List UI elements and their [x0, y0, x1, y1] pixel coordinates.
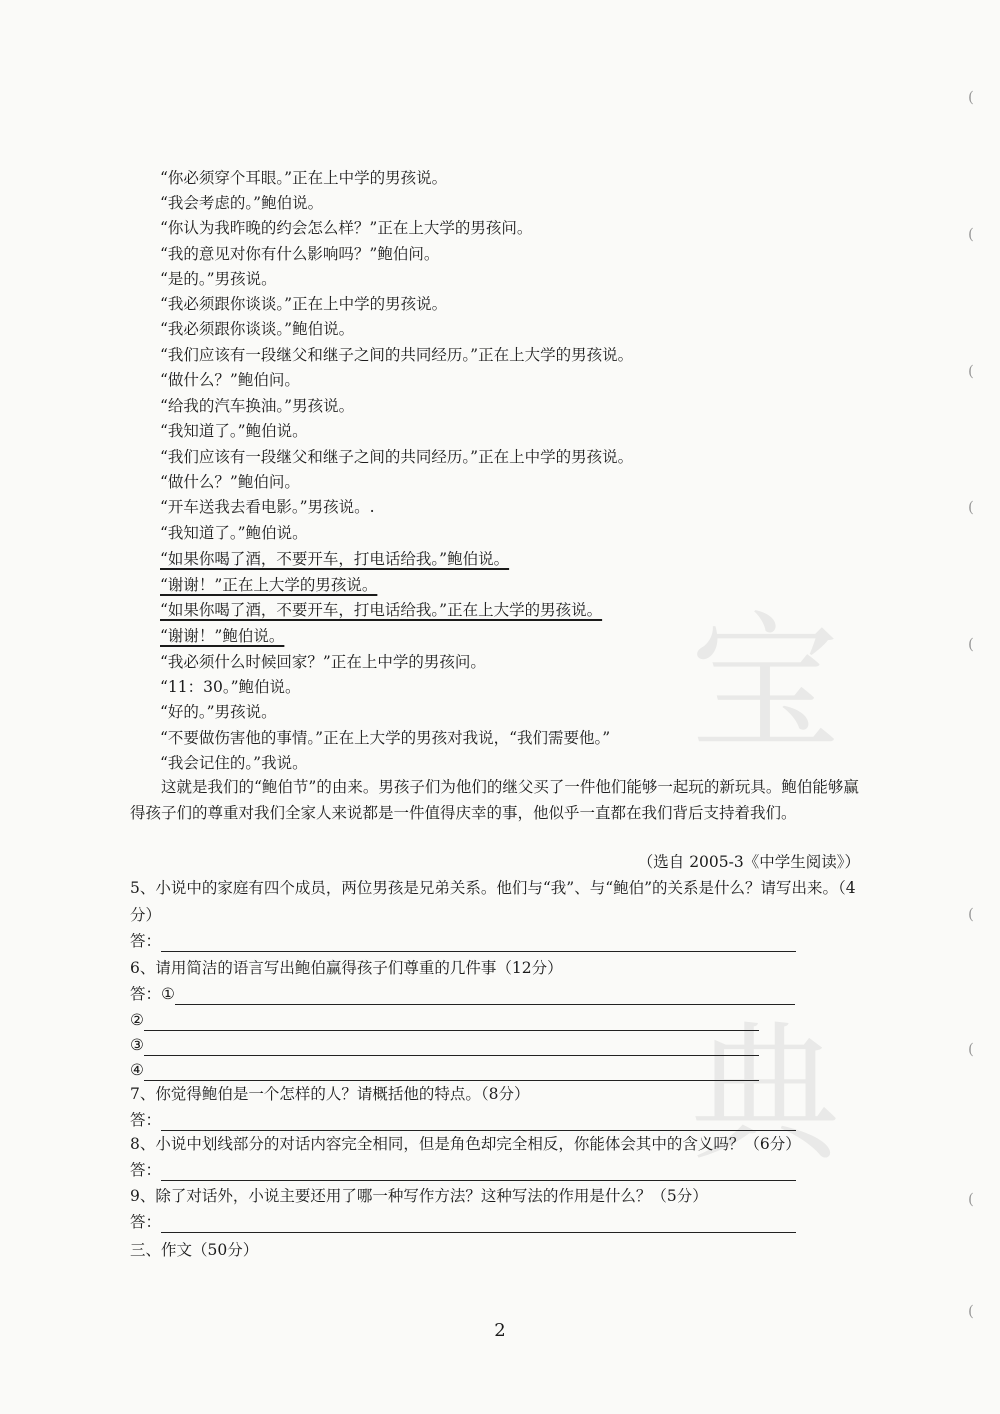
dialogue-line: “我知道了。”鲍伯说。: [160, 524, 308, 542]
dialogue-line: “我必须跟你谈谈。”正在上中学的男孩说。: [160, 295, 448, 313]
answer-row-5[interactable]: [130, 930, 796, 952]
answer-row-6-1[interactable]: [130, 983, 795, 1005]
underlined-dialogue-line: “谢谢！”鲍伯说。: [160, 627, 285, 645]
answer-label: 答：: [130, 932, 162, 950]
question-5: 5、小说中的家庭有四个成员，两位男孩是兄弟关系。他们与“我”、与“鲍伯”的关系是什么？请写出来。（4分）: [130, 879, 856, 924]
dialogue-line: “我们应该有一段继父和继子之间的共同经历。”正在上大学的男孩说。: [160, 346, 634, 364]
dialogue-line: “是的。”男孩说。: [160, 270, 277, 288]
answer-line[interactable]: [144, 1039, 759, 1056]
binding-mark: (: [968, 498, 974, 516]
answer-marker: ①: [161, 985, 175, 1003]
answer-label: 答：: [130, 1111, 162, 1129]
dialogue-line: “我们应该有一段继父和继子之间的共同经历。”正在上中学的男孩说。: [160, 448, 634, 466]
dialogue-line: “给我的汽车换油。”男孩说。: [160, 397, 355, 415]
answer-label: 答：: [130, 1213, 162, 1231]
dialogue-line: “我知道了。”鲍伯说。: [160, 422, 308, 440]
answer-row-6-4[interactable]: [130, 1059, 759, 1081]
question-9: 9、除了对话外，小说主要还用了哪一种写作方法？这种写法的作用是什么？（5分）: [130, 1187, 708, 1205]
dialogue-line: “我必须什么时候回家？”正在上中学的男孩问。: [160, 653, 486, 671]
underlined-dialogue-line: “谢谢！”正在上大学的男孩说。: [160, 576, 378, 594]
binding-mark: (: [968, 1040, 974, 1058]
underlined-dialogue-line: “如果你喝了酒，不要开车，打电话给我。”鲍伯说。: [160, 550, 510, 568]
dialogue-line: “11：30。”鲍伯说。: [160, 678, 301, 696]
answer-line[interactable]: [161, 1114, 796, 1131]
watermark-char-1: 宝: [690, 598, 841, 772]
closing-paragraph: 这就是我们的“鲍伯节”的由来。男孩子们为他们的继父买了一件他们能够一起玩的新玩具。鲍伯能够赢得孩子们的尊重对我们全家人来说都是一件值得庆幸的事，他似乎一直都在我们背后支持着我们。: [130, 778, 859, 822]
dialogue-line: “我会考虑的。”鲍伯说。: [160, 194, 324, 212]
binding-mark: (: [968, 905, 974, 923]
page-number: 2: [494, 1320, 506, 1341]
binding-mark: (: [968, 225, 974, 243]
answer-line[interactable]: [161, 1216, 796, 1233]
answer-line[interactable]: [161, 935, 796, 952]
answer-row-6-2[interactable]: [130, 1009, 759, 1031]
binding-mark: (: [968, 1190, 974, 1208]
question-6: 6、请用简洁的语言写出鲍伯赢得孩子们尊重的几件事（12分）: [130, 959, 563, 977]
dialogue-line: “你必须穿个耳眼。”正在上中学的男孩说。: [160, 169, 448, 187]
question-7: 7、你觉得鲍伯是一个怎样的人？请概括他的特点。（8分）: [130, 1085, 530, 1103]
underlined-dialogue-line: “如果你喝了酒，不要开车，打电话给我。”正在上大学的男孩说。: [160, 601, 603, 619]
question-8: 8、小说中划线部分的对话内容完全相同，但是角色却完全相反，你能体会其中的含义吗？（6分）: [130, 1135, 801, 1153]
answer-marker: ④: [130, 1061, 144, 1079]
answer-row-9[interactable]: [130, 1211, 796, 1233]
answer-line[interactable]: [175, 988, 795, 1005]
answer-label: 答：: [130, 1161, 162, 1179]
answer-marker: ③: [130, 1036, 144, 1054]
source-citation: （选自 2005-3《中学生阅读》）: [637, 853, 860, 871]
answer-row-7[interactable]: [130, 1109, 796, 1131]
answer-marker: ②: [130, 1011, 144, 1029]
answer-row-6-3[interactable]: [130, 1034, 759, 1056]
answer-line[interactable]: [144, 1064, 759, 1081]
dialogue-line: “做什么？”鲍伯问。: [160, 473, 300, 491]
dialogue-line: “做什么？”鲍伯问。: [160, 371, 300, 389]
section-title-composition: 三、作文（50分）: [130, 1241, 259, 1259]
answer-row-8[interactable]: [130, 1159, 796, 1181]
binding-mark: (: [968, 1302, 974, 1320]
answer-line[interactable]: [144, 1014, 759, 1031]
dialogue-line: “开车送我去看电影。”男孩说。.: [160, 498, 375, 516]
dialogue-line: “我必须跟你谈谈。”鲍伯说。: [160, 320, 355, 338]
dialogue-line: “好的。”男孩说。: [160, 703, 277, 721]
watermark-char-2: 典: [690, 1008, 841, 1182]
dialogue-line: “你认为我昨晚的约会怎么样？”正在上大学的男孩问。: [160, 219, 533, 237]
binding-mark: (: [968, 88, 974, 106]
dialogue-line: “我的意见对你有什么影响吗？”鲍伯问。: [160, 245, 440, 263]
dialogue-line: “不要做伤害他的事情。”正在上大学的男孩对我说，“我们需要他。”: [160, 729, 611, 747]
binding-mark: (: [968, 635, 974, 653]
answer-line[interactable]: [161, 1164, 796, 1181]
answer-label: 答：: [130, 985, 162, 1003]
dialogue-line: “我会记住的。”我说。: [160, 754, 308, 772]
binding-mark: (: [968, 362, 974, 380]
